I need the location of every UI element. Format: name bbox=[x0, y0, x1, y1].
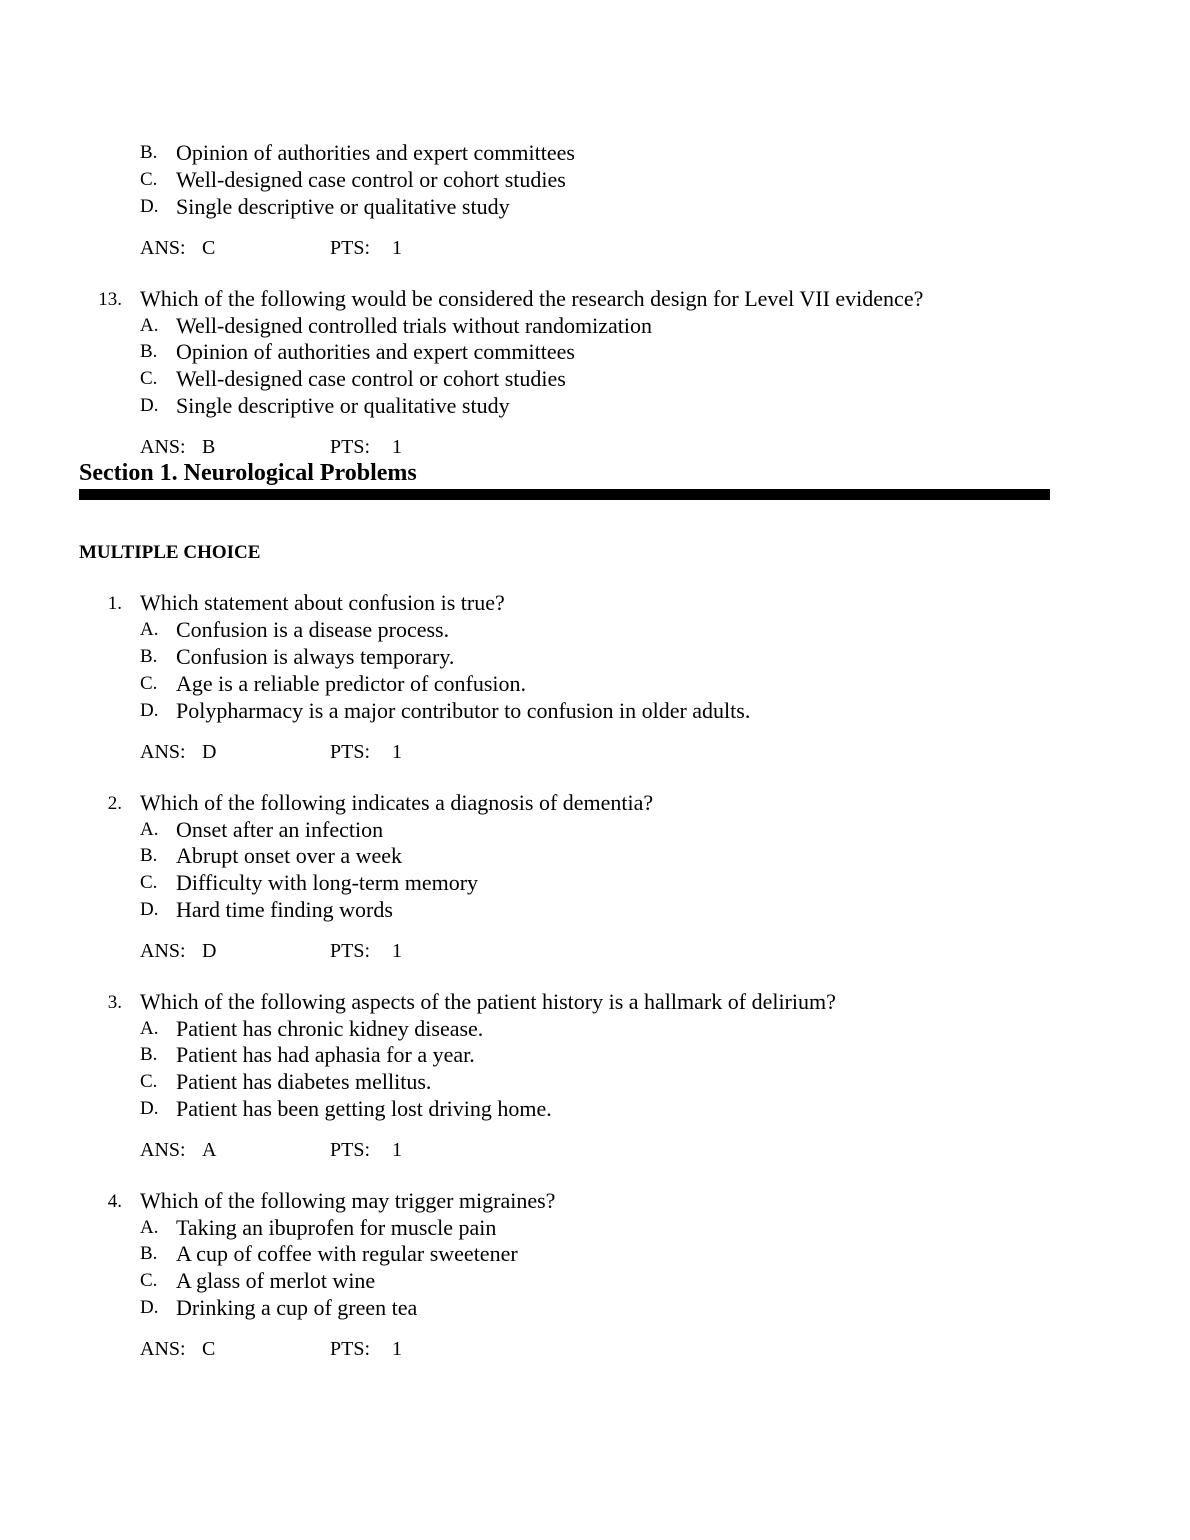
points-value: 1 bbox=[392, 940, 402, 962]
option-letter: D. bbox=[140, 1098, 159, 1119]
option-text: Patient has chronic kidney disease. bbox=[176, 1016, 484, 1041]
points-label: PTS: bbox=[330, 1139, 371, 1161]
points-value: 1 bbox=[392, 237, 402, 259]
answer-value: A bbox=[202, 1139, 217, 1161]
option-letter: B. bbox=[140, 845, 158, 866]
section-divider bbox=[79, 489, 1050, 500]
option-letter: A. bbox=[140, 1217, 159, 1238]
option-letter: B. bbox=[140, 142, 158, 163]
option-letter: C. bbox=[140, 368, 158, 389]
option-letter: B. bbox=[140, 1044, 158, 1065]
answer-label: ANS: bbox=[140, 1139, 186, 1161]
question-stem: Which of the following aspects of the patient history is a hallmark of delirium? bbox=[140, 989, 836, 1014]
question-stem: Which of the following may trigger migraines? bbox=[140, 1188, 556, 1213]
question-number: 13. bbox=[98, 289, 122, 310]
option-letter: D. bbox=[140, 1297, 159, 1318]
option-letter: A. bbox=[140, 1018, 159, 1039]
option-text: Confusion is a disease process. bbox=[176, 617, 450, 642]
option-text: Drinking a cup of green tea bbox=[176, 1295, 418, 1320]
option-letter: D. bbox=[140, 700, 159, 721]
option-text: Patient has been getting lost driving home. bbox=[176, 1096, 552, 1121]
answer-label: ANS: bbox=[140, 436, 186, 458]
option-text: A glass of merlot wine bbox=[176, 1268, 376, 1293]
points-value: 1 bbox=[392, 741, 402, 763]
option-text: Polypharmacy is a major contributor to confusion in older adults. bbox=[176, 698, 751, 723]
option-text: Onset after an infection bbox=[176, 817, 384, 842]
option-letter: A. bbox=[140, 819, 159, 840]
answer-label: ANS: bbox=[140, 237, 186, 259]
question-number: 4. bbox=[107, 1191, 122, 1212]
option-letter: C. bbox=[140, 673, 158, 694]
option-text: Age is a reliable predictor of confusion. bbox=[176, 671, 527, 696]
option-letter: C. bbox=[140, 872, 158, 893]
points-label: PTS: bbox=[330, 741, 371, 763]
option-letter: C. bbox=[140, 1071, 158, 1092]
answer-value: D bbox=[202, 940, 217, 962]
option-text: Abrupt onset over a week bbox=[176, 843, 403, 868]
answer-value: B bbox=[202, 436, 216, 458]
answer-label: ANS: bbox=[140, 1338, 186, 1360]
answer-value: C bbox=[202, 237, 216, 259]
option-letter: D. bbox=[140, 395, 159, 416]
option-letter: A. bbox=[140, 619, 159, 640]
answer-label: ANS: bbox=[140, 741, 186, 763]
points-label: PTS: bbox=[330, 1338, 371, 1360]
points-value: 1 bbox=[392, 1139, 402, 1161]
option-text: Single descriptive or qualitative study bbox=[176, 393, 510, 418]
answer-value: C bbox=[202, 1338, 216, 1360]
points-value: 1 bbox=[392, 436, 402, 458]
answer-label: ANS: bbox=[140, 940, 186, 962]
question-number: 2. bbox=[107, 793, 122, 814]
option-letter: B. bbox=[140, 341, 158, 362]
option-text: Single descriptive or qualitative study bbox=[176, 194, 510, 219]
option-text: Well-designed case control or cohort studies bbox=[176, 366, 566, 391]
option-letter: C. bbox=[140, 169, 158, 190]
option-text: Hard time finding words bbox=[176, 897, 393, 922]
option-text: Difficulty with long-term memory bbox=[176, 870, 479, 895]
points-label: PTS: bbox=[330, 436, 371, 458]
option-letter: D. bbox=[140, 196, 159, 217]
question-stem: Which of the following would be considered the research design for Level VII evidence? bbox=[140, 286, 924, 311]
option-text: A cup of coffee with regular sweetener bbox=[176, 1241, 518, 1266]
option-text: Well-designed controlled trials without randomization bbox=[176, 313, 652, 338]
option-text: Confusion is always temporary. bbox=[176, 644, 455, 669]
option-letter: D. bbox=[140, 899, 159, 920]
question-number: 3. bbox=[107, 992, 122, 1013]
option-letter: C. bbox=[140, 1270, 158, 1291]
answer-value: D bbox=[202, 741, 217, 763]
points-label: PTS: bbox=[330, 237, 371, 259]
section-title: Section 1. Neurological Problems bbox=[79, 460, 417, 486]
option-text: Opinion of authorities and expert committees bbox=[176, 339, 575, 364]
points-value: 1 bbox=[392, 1338, 402, 1360]
question-stem: Which statement about confusion is true? bbox=[140, 590, 505, 615]
option-text: Taking an ibuprofen for muscle pain bbox=[176, 1215, 497, 1240]
points-label: PTS: bbox=[330, 940, 371, 962]
option-letter: B. bbox=[140, 646, 158, 667]
option-text: Patient has had aphasia for a year. bbox=[176, 1042, 475, 1067]
multiple-choice-heading: MULTIPLE CHOICE bbox=[79, 542, 261, 563]
option-text: Well-designed case control or cohort studies bbox=[176, 167, 566, 192]
option-letter: A. bbox=[140, 315, 159, 336]
option-text: Patient has diabetes mellitus. bbox=[176, 1069, 432, 1094]
option-text: Opinion of authorities and expert committees bbox=[176, 140, 575, 165]
option-letter: B. bbox=[140, 1243, 158, 1264]
question-number: 1. bbox=[107, 593, 122, 614]
question-stem: Which of the following indicates a diagnosis of dementia? bbox=[140, 790, 654, 815]
